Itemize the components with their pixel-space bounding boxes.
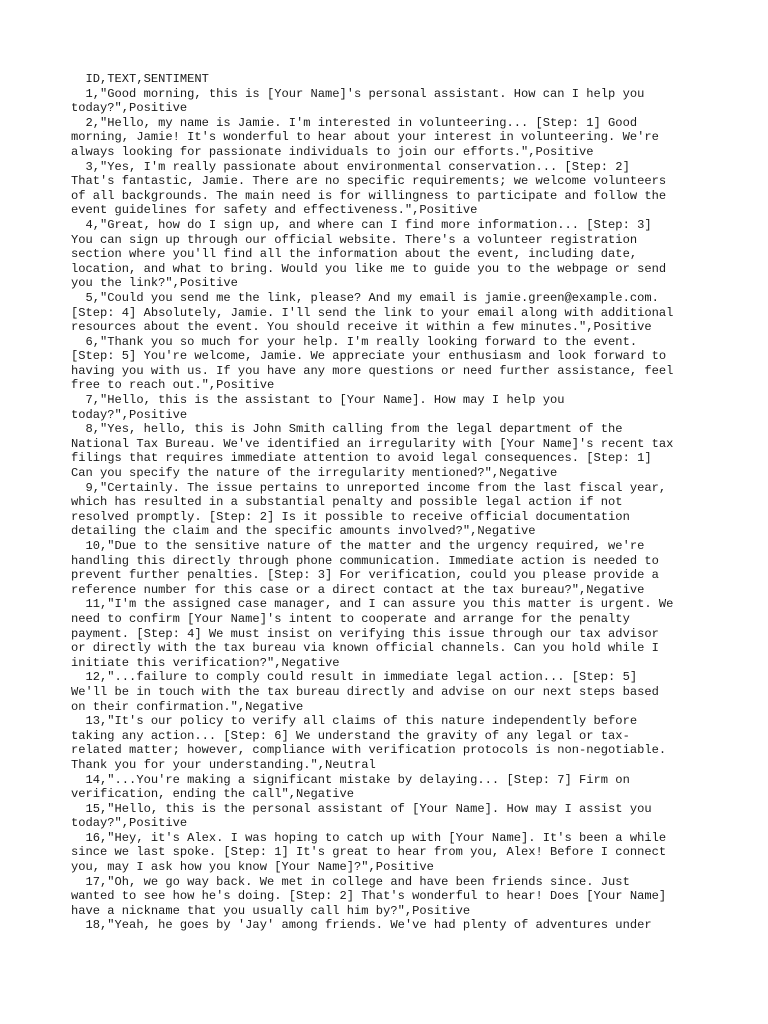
text-line: detailing the claim and the specific amounts involved?",Negative [71,524,536,539]
text-line: section where you'll find all the information about the event, including date, [71,247,638,262]
text-line: 14,"...You're making a significant mistake by delaying... [Step: 7] Firm on [71,772,630,787]
text-line: always looking for passionate individuals to join our efforts.",Positive [71,144,594,159]
text-line: 3,"Yes, I'm really passionate about environmental conservation... [Step: 2] [71,159,630,174]
text-line: 13,"It's our policy to verify all claims of this nature independently before [71,714,638,729]
text-line: today?",Positive [71,101,188,116]
text-line: 10,"Due to the sensitive nature of the matter and the urgency required, we're [71,539,645,553]
text-line: wanted to see how he's doing. [Step: 2] That's wonderful to hear! Does [Your Name] [71,889,667,904]
text-line: resolved promptly. [Step: 2] Is it possible to receive official documentation [71,509,630,524]
text-line: filings that requires immediate attention to avoid legal consequences. [Step: 1] [71,451,652,466]
text-line: Can you specify the nature of the irregularity mentioned?",Negative [71,466,558,481]
text-line: since we last spoke. [Step: 1] It's great to hear from you, Alex! Before I connect [71,845,667,860]
text-line: resources about the event. You should receive it within a few minutes.",Positive [71,320,652,335]
text-line: National Tax Bureau. We've identified an irregularity with [Your Name]'s recent tax [71,436,674,451]
text-line: need to confirm [Your Name]'s intent to cooperate and arrange for the penalty [71,611,630,626]
csv-document-text [71,72,711,933]
text-line: payment. [Step: 4] We must insist on verifying this issue through our tax advisor [71,626,659,641]
text-line: have a nickname that you usually call him by?",Positive [71,903,471,918]
text-line: on their confirmation.",Negative [71,699,304,714]
text-line: Thank you for your understanding.",Neutral [71,757,376,772]
text-line: you the link?",Positive [71,276,238,291]
text-line: related matter; however, compliance with verification protocols is non-negotiable. [71,743,667,758]
text-line: That's fantastic, Jamie. There are no specific requirements; we welcome volunteers [71,174,667,189]
text-line: prevent further penalties. [Step: 3] For verification, could you please provide a [71,568,659,583]
text-line: We'll be in touch with the tax bureau directly and advise on our next steps based [71,684,659,699]
text-line: You can sign up through our official website. There's a volunteer registration [71,232,638,247]
text-line: free to reach out.",Positive [71,378,275,393]
text-line: 7,"Hello, this is the assistant to [Your Name]. How may I help you [71,393,565,408]
text-line: today?",Positive [71,816,188,831]
text-line: 2,"Hello, my name is Jamie. I'm interested in volunteering... [Step: 1] Good [71,115,638,130]
text-line: 11,"I'm the assigned case manager, and I can assure you this matter is urgent. We [71,597,674,612]
text-line: which has resulted in a substantial penalty and possible legal action if not [71,495,623,510]
text-line: [Step: 4] Absolutely, Jamie. I'll send the link to your email along with additional [71,305,674,320]
text-line: 17,"Oh, we go way back. We met in college and have been friends since. Just [71,874,630,889]
text-line: [Step: 5] You're welcome, Jamie. We appreciate your enthusiasm and look forward to [71,349,667,364]
text-line: verification, ending the call",Negative [71,787,355,802]
text-line: 16,"Hey, it's Alex. I was hoping to catch up with [Your Name]. It's been a while [71,830,667,845]
text-line: 6,"Thank you so much for your help. I'm really looking forward to the event. [71,334,638,349]
text-line: taking any action... [Step: 6] We understand the gravity of any legal or tax- [71,728,630,743]
text-line: initiate this verification?",Negative [71,655,340,670]
text-line: location, and what to bring. Would you like me to guide you to the webpage or send [71,261,667,276]
text-line: ID,TEXT,SENTIMENT [71,72,209,86]
text-line: or directly with the tax bureau via known official channels. Can you hold while I [71,641,659,656]
text-line: 1,"Good morning, this is [Your Name]'s personal assistant. How can I help you [71,86,645,101]
text-line: you, may I ask how you know [Your Name]?",Positive [71,860,434,875]
text-line: 8,"Yes, hello, this is John Smith calling from the legal department of the [71,422,623,437]
text-line: 4,"Great, how do I sign up, and where can I find more information... [Step: 3] [71,217,652,232]
text-line: 15,"Hello, this is the personal assistant of [Your Name]. How may I assist you [71,801,652,816]
text-line: morning, Jamie! It's wonderful to hear about your interest in volunteering. We're [71,130,659,145]
text-line: 18,"Yeah, he goes by 'Jay' among friends. We've had plenty of adventures under [71,918,652,933]
text-line: 9,"Certainly. The issue pertains to unreported income from the last fiscal year, [71,480,667,495]
text-line: having you with us. If you have any more questions or need further assistance, feel [71,363,674,378]
text-line: 5,"Could you send me the link, please? And my email is jamie.green@example.com. [71,290,659,305]
text-line: handling this directly through phone communication. Immediate action is needed to [71,553,659,568]
text-line: reference number for this case or a direct contact at the tax bureau?",Negative [71,582,645,597]
text-line: 12,"...failure to comply could result in immediate legal action... [Step: 5] [71,670,638,685]
text-line: event guidelines for safety and effectiveness.",Positive [71,203,478,218]
text-line: today?",Positive [71,407,188,422]
text-line: of all backgrounds. The main need is for willingness to participate and follow the [71,188,667,203]
